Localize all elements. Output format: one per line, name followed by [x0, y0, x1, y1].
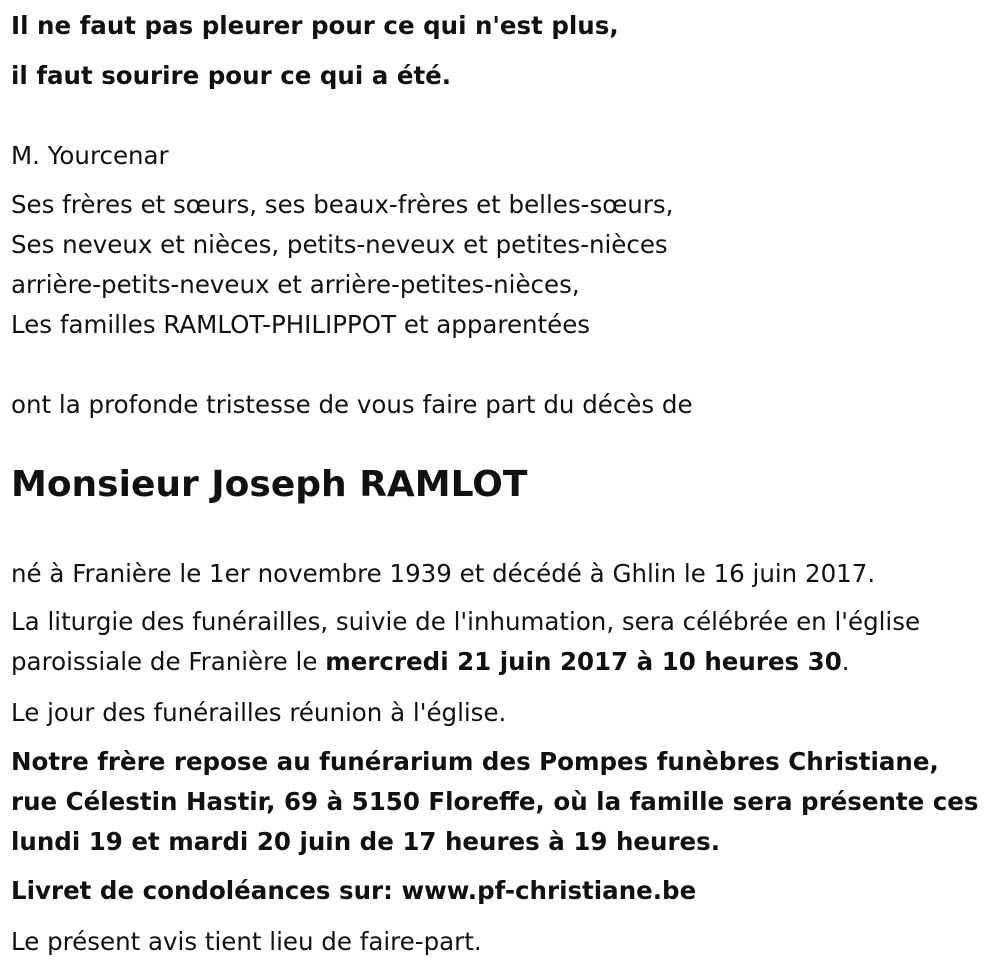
liturgy-line-2-suffix: . — [841, 647, 850, 676]
liturgy-line-1: La liturgie des funérailles, suivie de l'inhumation, sera célébrée en l'église — [11, 607, 921, 636]
liturgy-line-2-prefix: paroissiale de Franière le — [11, 647, 326, 676]
funerarium-line-2: rue Célestin Hastir, 69 à 5150 Floreffe, où la famille sera présente ces — [11, 787, 979, 816]
funerarium-line-3: lundi 19 et mardi 20 juin de 17 heures à 19 heures. — [11, 827, 721, 856]
quote-line-2: il faut sourire pour ce qui a été. — [11, 61, 452, 90]
closing-text: Le présent avis tient lieu de faire-part. — [11, 927, 482, 956]
announcement-text: ont la profonde tristesse de vous faire part du décès de — [11, 390, 693, 419]
reunion-text: Le jour des funérailles réunion à l'église. — [11, 698, 507, 727]
family-line-3: arrière-petits-neveux et arrière-petites-nièces, — [11, 270, 580, 299]
funerarium-line-1: Notre frère repose au funérarium des Pompes funèbres Christiane, — [11, 747, 939, 776]
quote-author: M. Yourcenar — [11, 141, 169, 170]
quote-line-1: Il ne faut pas pleurer pour ce qui n'est plus, — [11, 11, 619, 40]
family-line-2: Ses neveux et nièces, petits-neveux et petites-nièces — [11, 230, 668, 259]
funeral-date-time: mercredi 21 juin 2017 à 10 heures 30 — [325, 647, 842, 676]
family-line-1: Ses frères et sœurs, ses beaux-frères et belles-sœurs, — [11, 190, 674, 219]
family-line-4: Les familles RAMLOT-PHILIPPOT et apparentées — [11, 310, 591, 339]
birth-death-text: né à Franière le 1er novembre 1939 et décédé à Ghlin le 16 juin 2017. — [11, 559, 876, 588]
condolences-text: Livret de condoléances sur: www.pf-christiane.be — [11, 876, 697, 905]
deceased-name: Monsieur Joseph RAMLOT — [11, 464, 528, 505]
liturgy-line-2 — [11, 647, 850, 677]
